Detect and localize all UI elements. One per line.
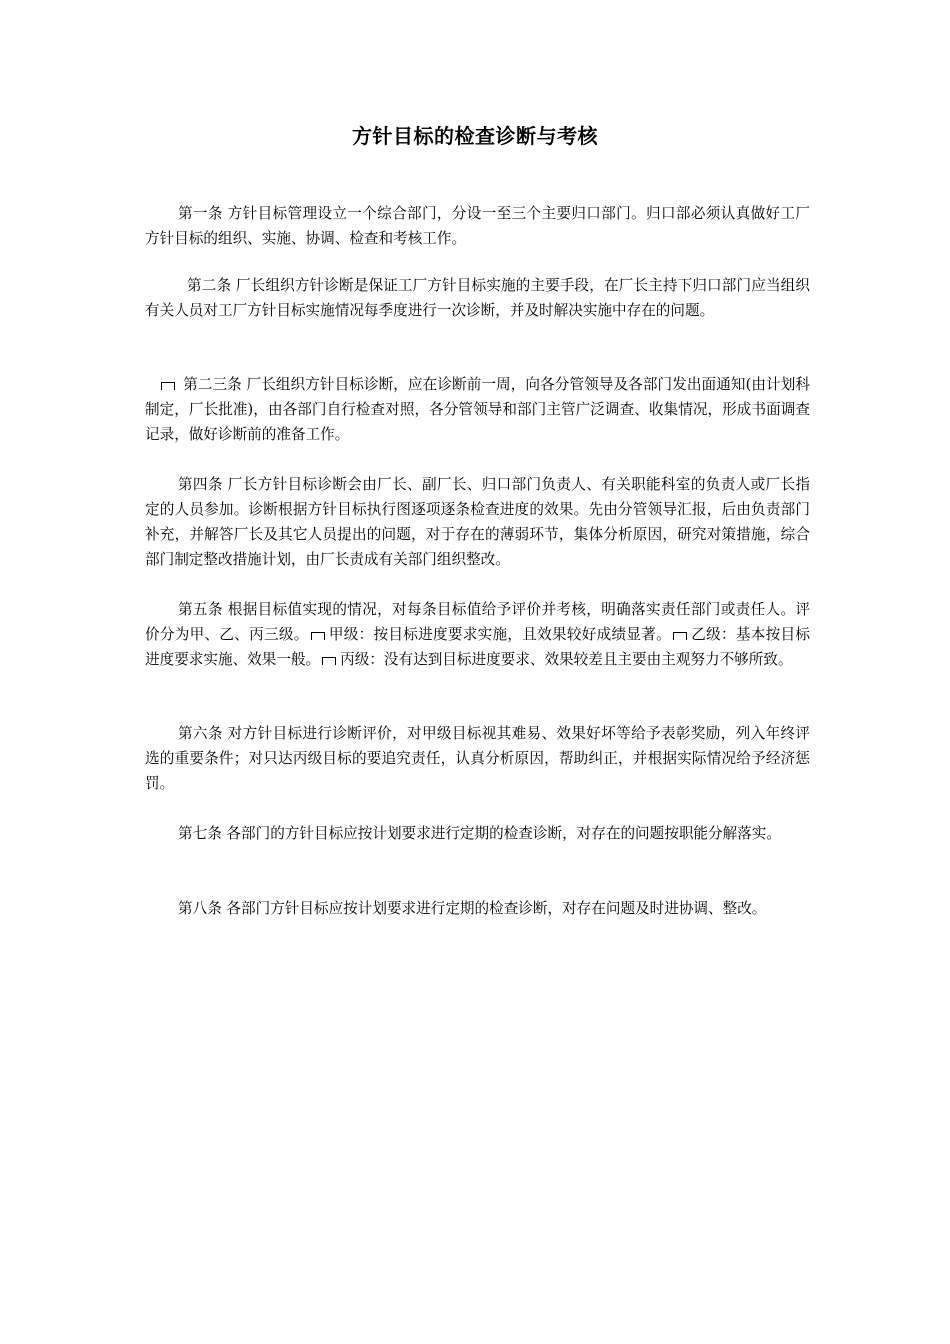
article-7: 第七条 各部门的方针目标应按计划要求进行定期的检查诊断，对存在的问题按职能分解落实。 [178, 825, 781, 842]
bracket-mark-icon [311, 632, 325, 640]
article-5 [145, 597, 810, 672]
bracket-mark-icon [673, 632, 687, 640]
bracket-mark-icon [161, 382, 175, 390]
article-3 [145, 372, 810, 447]
article-1: 第一条 方针目标管理设立一个综合部门，分设一至三个主要归口部门。归口部必须认真做好工厂方针目标的组织、实施、协调、检查和考核工作。 [145, 205, 810, 247]
grade-b-text: 乙级：基本按目标进度要求实施、效果一般。 [145, 626, 810, 668]
article-3-text: 第二三条 厂长组织方针目标诊断，应在诊断前一周，向各分管领导及各部门发出面通知(由计划科制定，厂长批准)，由各部门自行检查对照，各分管领导和部门主管广泛调查、收集情况，形成书面调查记录，做好诊断前的准备工作。 [145, 376, 810, 443]
document-title: 方针目标的检查诊断与考核 [352, 124, 598, 148]
article-2: 第二条 厂长组织方针诊断是保证工厂方针目标实施的主要手段，在厂长主持下归口部门应当组织有关人员对工厂方针目标实施情况每季度进行一次诊断，并及时解决实施中存在的问题。 [145, 277, 810, 319]
article-5-intro: 第五条 根据目标值实现的情况，对每条目标值给予评价并考核，明确落实责任部门或责任人。评价分为甲、乙、丙三级。 [145, 601, 810, 643]
bracket-mark-icon [322, 657, 336, 665]
grade-c-text: 丙级：没有达到目标进度要求、效果较差且主要由主观努力不够所致。 [340, 651, 793, 668]
article-4: 第四条 厂长方针目标诊断会由厂长、副厂长、归口部门负责人、有关职能科室的负责人或厂长指定的人员参加。诊断根据方针目标执行图逐项逐条检查进度的效果。先由分管领导汇报，后由负责部门补充，并解答厂长及其它人员提出的问题，对于存在的薄弱环节，集体分析原因，研究对策措施，综合部门制定整改措施计划，由厂长责成有关部门组织整改。 [145, 476, 810, 568]
grade-a-text: 甲级：按目标进度要求实施，且效果较好成绩显著。 [328, 626, 671, 643]
article-8: 第八条 各部门方针目标应按计划要求进行定期的检查诊断，对存在问题及时进协调、整改。 [178, 900, 767, 917]
article-6: 第六条 对方针目标进行诊断评价，对甲级目标视其难易、效果好坏等给予表彰奖励，列入年终评选的重要条件；对只达丙级目标的要追究责任，认真分析原因，帮助纠正，并根据实际情况给予经济惩罚。 [145, 725, 810, 792]
